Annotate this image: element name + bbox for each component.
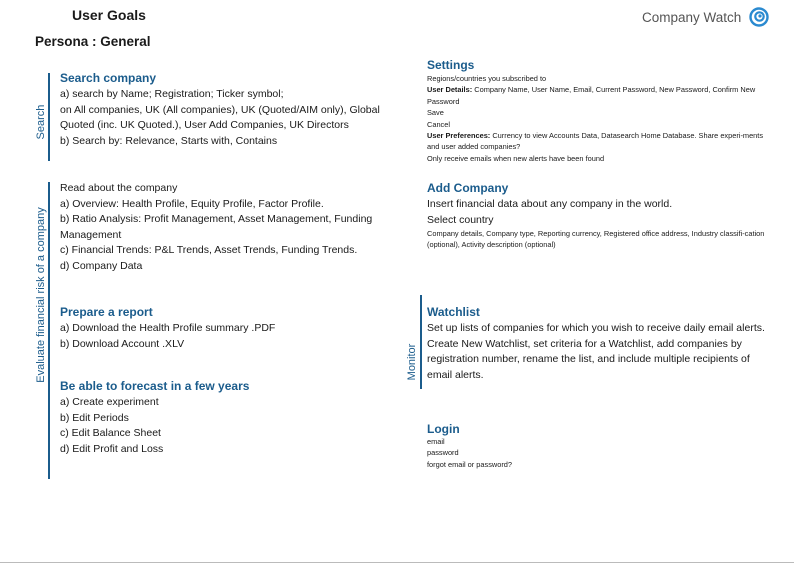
watchlist-text: Set up lists of companies for which you wish to receive daily email alerts. Create New Watchlist, set criteria for a Watchlist, add companies by registration number, rename the list, and include multiple recipients of email alerts.: [427, 322, 765, 381]
brand-swirl-icon: [749, 7, 769, 27]
add-company-details: Company details, Company type, Reporting currency, Registered office address, Industry classifi-cation (optional), Activity description (optional): [427, 229, 765, 250]
page-title: User Goals: [72, 7, 146, 23]
settings-user-preferences: User Preferences: Currency to view Accounts Data, Datasearch Home Database. Share experi-ments and user added companies?: [427, 131, 764, 152]
settings-cancel: Cancel: [427, 119, 451, 129]
list-item: a) Overview: Health Profile, Equity Profile, Factor Profile.: [60, 197, 324, 210]
list-item: Management: [60, 228, 122, 241]
watchlist-title: Watchlist: [427, 305, 480, 319]
forecast-block: [60, 379, 410, 457]
add-company-line-2: Select country: [427, 213, 494, 226]
read-about-block: [60, 181, 410, 274]
evaluate-section-label: Evaluate financial risk of a company: [35, 207, 47, 383]
settings-block: [427, 58, 772, 164]
settings-title: Settings: [427, 58, 475, 72]
list-item: b) Ratio Analysis: Profit Management, Asset Management, Funding: [60, 213, 373, 225]
watchlist-block: [427, 305, 772, 383]
search-company-title: Search company: [60, 71, 157, 85]
add-company-block: [427, 181, 772, 251]
settings-user-details: User Details: Company Name, User Name, Email, Current Password, New Password, Confirm New Password: [427, 85, 756, 106]
evaluate-bar: [48, 182, 50, 479]
login-title: Login: [427, 422, 460, 436]
list-item: d) Edit Profit and Loss: [60, 442, 164, 455]
add-company-line-1: Insert financial data about any company in the world.: [427, 198, 673, 210]
settings-emails-only: Only receive emails when new alerts have been found: [427, 153, 605, 163]
bottom-divider: [0, 562, 794, 563]
list-item: a) Download the Health Profile summary .PDF: [60, 322, 276, 334]
login-email: email: [427, 437, 445, 446]
list-item: Quoted (inc. UK Quoted.), User Add Companies, UK Directors: [60, 119, 349, 131]
settings-regions: Regions/countries you subscribed to: [427, 74, 547, 83]
monitor-section-label: Monitor: [406, 343, 418, 381]
search-section-label: Search: [35, 104, 47, 140]
prepare-report-title: Prepare a report: [60, 305, 153, 319]
search-company-block: [60, 71, 410, 149]
read-about-title: Read about the company: [60, 182, 178, 194]
brand-name: Company Watch: [642, 10, 742, 25]
list-item: d) Company Data: [60, 259, 143, 272]
list-item: c) Financial Trends: P&L Trends, Asset Trends, Funding Trends.: [60, 244, 358, 256]
login-forgot: forgot email or password?: [427, 459, 513, 469]
search-bar: [48, 73, 50, 161]
list-item: b) Download Account .XLV: [60, 337, 185, 350]
list-item: c) Edit Balance Sheet: [60, 427, 161, 439]
add-company-title: Add Company: [427, 181, 509, 195]
persona-label: Persona : General: [35, 34, 151, 49]
list-item: a) Create experiment: [60, 396, 159, 408]
settings-save: Save: [427, 108, 444, 118]
brand-logo: [642, 8, 772, 30]
list-item: b) Search by: Relevance, Starts with, Contains: [60, 134, 278, 147]
forecast-title: Be able to forecast in a few years: [60, 379, 250, 393]
list-item: b) Edit Periods: [60, 411, 129, 424]
list-item: a) search by Name; Registration; Ticker symbol;: [60, 88, 284, 100]
login-block: [427, 422, 772, 470]
list-item: on All companies, UK (All companies), UK (Quoted/AIM only), Global: [60, 103, 380, 116]
monitor-bar: [420, 295, 422, 389]
prepare-report-block: [60, 305, 410, 352]
login-password: password: [427, 448, 459, 458]
